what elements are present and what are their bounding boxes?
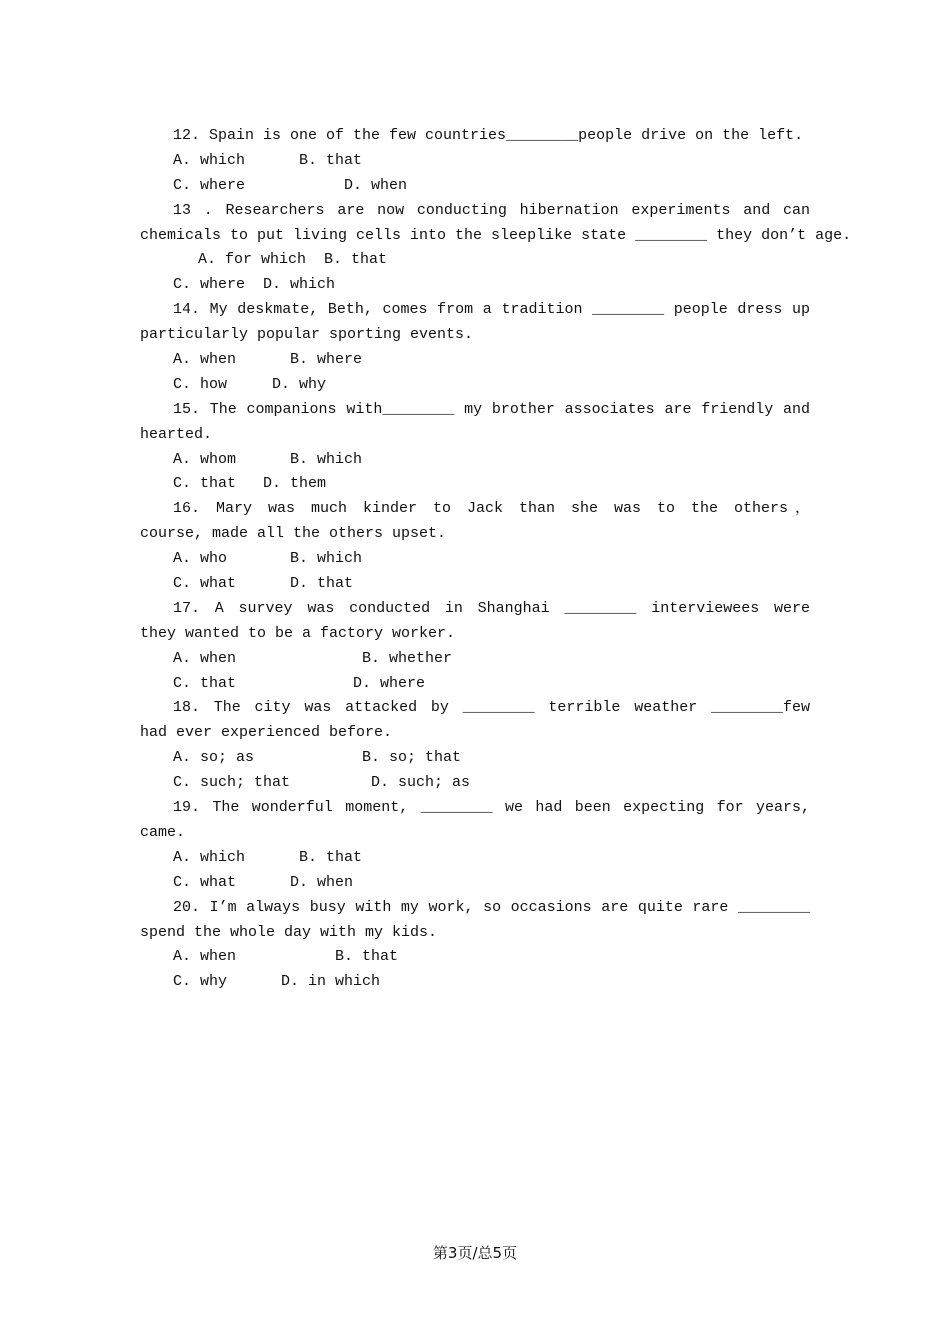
question-18-options-cd: C. such; that D. such; as — [173, 774, 471, 792]
question-13-options-ab: A. for which B. that — [198, 251, 388, 269]
question-12-stem: 12. Spain is one of the few countries________people drive on the left. — [173, 127, 804, 144]
question-20-stem-line-2: spend the whole day with my kids. — [140, 923, 438, 941]
question-15-options-cd: C. that D. them — [173, 475, 327, 493]
question-14-options-ab: A. when B. where — [173, 351, 363, 369]
page-number-footer: 第3页/总5页 — [432, 1244, 518, 1262]
question-20-options-ab: A. when B. that — [173, 948, 399, 966]
question-16-stem-line-2: course, made all the others upset. — [140, 525, 447, 543]
question-18-stem-line-1: 18. The city was attacked by ________ terrible weather ________few — [173, 699, 810, 717]
question-14-stem-line-2: particularly popular sporting events. — [140, 326, 474, 344]
question-19-options-ab: A. which B. that — [173, 848, 363, 866]
question-13-stem-line-1: 13 . Researchers are now conducting hibernation experiments and can — [173, 201, 810, 219]
question-19-options-cd: C. what D. when — [173, 873, 354, 891]
question-17-options-cd: C. that D. where — [173, 674, 426, 692]
question-15-stem-line-1: 15. The companions with________ my brother associates are friendly and — [173, 400, 810, 418]
question-list — [140, 124, 852, 995]
question-17-options-ab: A. when B. whether — [173, 649, 453, 667]
question-16-stem-line-1: 16. Mary was much kinder to Jack than she was to the others， — [173, 500, 810, 518]
question-14-options-cd: C. how D. why — [173, 375, 327, 393]
question-14-stem-line-1: 14. My deskmate, Beth, comes from a tradition ________ people dress up — [173, 301, 810, 319]
question-12-options-cd: C. where D. when — [173, 176, 408, 194]
question-16-options-ab: A. who B. which — [173, 550, 363, 568]
question-13-options-cd: C. where D. which — [173, 276, 336, 294]
question-17-stem-line-2: they wanted to be a factory worker. — [140, 624, 456, 642]
question-15-stem-line-2: hearted. — [140, 425, 213, 443]
question-17-stem-line-1: 17. A survey was conducted in Shanghai ________ interviewees were — [173, 599, 810, 617]
question-13-stem-line-2: chemicals to put living cells into the sleeplike state ________ they don’t age. — [140, 226, 852, 244]
question-19-stem-line-2: came. — [140, 823, 186, 841]
question-16-options-cd: C. what D. that — [173, 575, 354, 593]
question-18-stem-line-2: had ever experienced before. — [140, 724, 393, 742]
question-20-stem-line-1: 20. I’m always busy with my work, so occasions are quite rare ________ — [173, 898, 810, 916]
question-19-stem-line-1: 19. The wonderful moment, ________ we had been expecting for years, — [173, 799, 810, 817]
question-20-options-cd: C. why D. in which — [173, 973, 381, 991]
question-12-options-ab: A. which B. that — [173, 151, 363, 169]
question-18-options-ab: A. so; as B. so; that — [173, 749, 462, 767]
question-15-options-ab: A. whom B. which — [173, 450, 363, 468]
